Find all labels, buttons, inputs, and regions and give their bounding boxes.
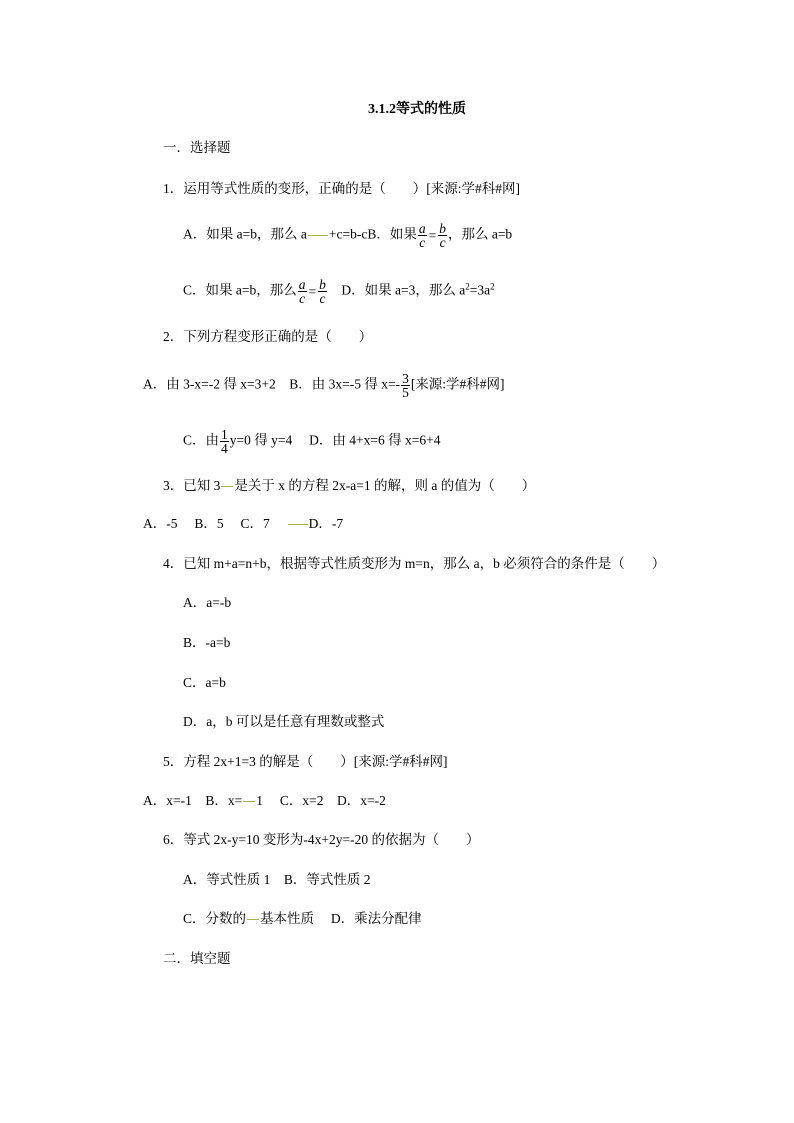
q1-a-equals: = [428, 227, 437, 243]
blank-underline [221, 486, 233, 487]
q1-c-fraction-1: $\frac{a}{c}$ [298, 277, 306, 306]
q3-stem-b: 是关于 x 的方程 2x-a=1 的解，则 a 的值为（ ） [234, 478, 536, 493]
q2-cd-prefix: C．由 [183, 432, 220, 448]
q3-stem-a: 3．已知 3 [163, 478, 221, 493]
question-4-option-d: D．a，b 可以是任意有理数或整式 [183, 714, 385, 729]
q3-opts-b: D．-7 [308, 516, 344, 531]
q1-c-equals: = [308, 283, 317, 299]
blank-underline [243, 801, 255, 802]
question-4-option-b: B．-a=b [183, 635, 231, 650]
question-1-stem: 1．运用等式性质的变形，正确的是（ ）[来源:学#科#网] [163, 181, 520, 196]
question-3-stem [163, 477, 535, 495]
question-4-stem: 4．已知 m+a=n+b，根据等式性质变形为 m=n，那么 a，b 必须符合的条件是（ ） [163, 556, 666, 571]
q2-cd-suffix: y=0 得 y=4 D．由 4+x=6 得 x=6+4 [229, 432, 441, 448]
q2-ab-fraction: $\frac{3}{5}$ [402, 371, 409, 400]
question-2-option-cd [183, 428, 440, 455]
q1-a-prefix: A．如果 a=b，那么 a [183, 226, 307, 242]
q6-cd-b: 基本性质 D．乘法分配律 [260, 911, 422, 926]
blank-underline [247, 919, 259, 920]
q1-exponent-2: 2 [490, 281, 495, 292]
q2-cd-fraction: $\frac{1}{4}$ [221, 427, 228, 456]
q3-opts-a: A．-5 B．5 C．7 [143, 516, 287, 531]
question-5-options [143, 792, 386, 810]
section-heading-choice: 一．选择题 [163, 140, 231, 155]
section-heading-fill-in: 二．填空题 [163, 951, 231, 966]
q1-exponent-1: 2 [465, 281, 470, 292]
q1-a-suffix: ，那么 a=b [447, 226, 513, 242]
q1-a-mid: +c=b-cB．如果 [328, 226, 417, 242]
question-3-options [143, 515, 343, 533]
q2-ab-suffix: [来源:学#科#网] [410, 376, 505, 392]
q1-a-fraction-1: $\frac{a}{c}$ [418, 221, 426, 250]
question-1-option-ab [183, 222, 512, 249]
page-title: 3.1.2等式的性质 [368, 102, 466, 117]
q6-cd-a: C．分数的 [183, 911, 247, 926]
question-4-option-a: A．a=-b [183, 595, 232, 610]
question-2-option-ab [143, 372, 505, 399]
question-2-stem: 2．下列方程变形正确的是（ ） [163, 329, 373, 344]
q1-a-fraction-2: $\frac{b}{c}$ [439, 221, 446, 250]
q5-opts-a: A．x=-1 B．x= [143, 793, 243, 808]
question-4-option-c: C．a=b [183, 675, 226, 690]
q1-c-suffix: =3a [469, 282, 491, 298]
q2-ab-prefix: A．由 3-x=-2 得 x=3+2 B．由 3x=-5 得 x=- [143, 376, 401, 392]
question-6-option-cd [183, 910, 422, 928]
q1-c-fraction-2: $\frac{b}{c}$ [319, 277, 326, 306]
q5-opts-b: 1 C．x=2 D．x=-2 [256, 793, 386, 808]
question-6-stem: 6．等式 2x-y=10 变形为-4x+2y=-20 的依据为（ ） [163, 832, 480, 847]
question-1-option-cd [183, 278, 495, 305]
blank-underline [308, 235, 328, 236]
q1-c-mid: D．如果 a=3，那么 a [327, 282, 466, 298]
blank-underline [288, 524, 308, 525]
question-5-stem: 5．方程 2x+1=3 的解是（ ）[来源:学#科#网] [163, 754, 448, 769]
q1-c-prefix: C．如果 a=b，那么 [183, 282, 297, 298]
question-6-option-ab: A．等式性质 1 B．等式性质 2 [183, 872, 371, 887]
